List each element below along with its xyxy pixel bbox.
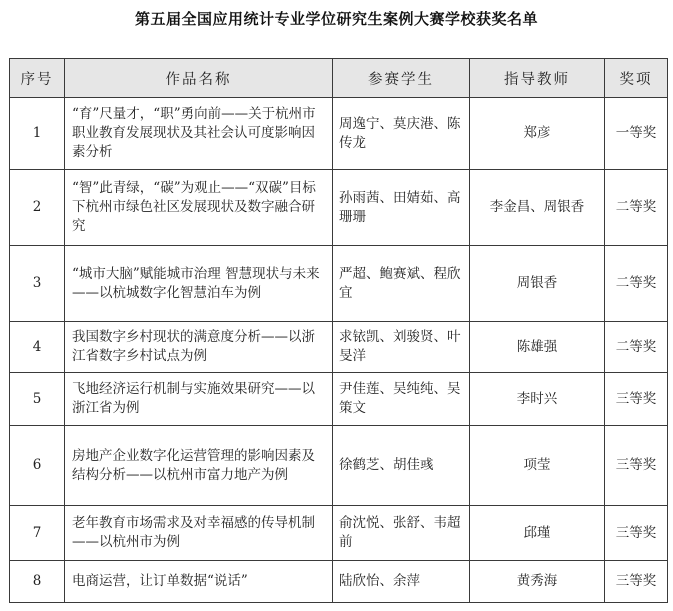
work-title: 我国数字乡村现状的满意度分析——以浙江省数字乡村试点为例	[65, 322, 333, 373]
work-title: “智”此青绿，“碳”为观止——“双碳”目标下杭州市绿色社区发展现状及数字融合研究	[65, 170, 333, 246]
students: 陆欣怡、余萍	[333, 561, 470, 603]
table-row	[10, 426, 668, 506]
row-number: 6	[10, 426, 65, 506]
table-row	[10, 170, 668, 246]
row-number: 8	[10, 561, 65, 603]
award: 三等奖	[605, 561, 668, 603]
table-row	[10, 246, 668, 322]
students: 俞沈悦、张舒、韦超前	[333, 506, 470, 561]
students: 求铱凯、刘骏贤、叶旻洋	[333, 322, 470, 373]
table-row	[10, 506, 668, 561]
row-number: 1	[10, 98, 65, 170]
advisor: 项莹	[470, 426, 605, 506]
work-title: 老年教育市场需求及对幸福感的传导机制——以杭州市为例	[65, 506, 333, 561]
advisor: 李时兴	[470, 373, 605, 426]
award: 二等奖	[605, 322, 668, 373]
work-title: 飞地经济运行机制与实施效果研究——以浙江省为例	[65, 373, 333, 426]
row-number: 7	[10, 506, 65, 561]
advisor: 李金昌、周银香	[470, 170, 605, 246]
award: 三等奖	[605, 373, 668, 426]
row-number: 3	[10, 246, 65, 322]
award: 二等奖	[605, 246, 668, 322]
award: 一等奖	[605, 98, 668, 170]
table-row	[10, 373, 668, 426]
table-row	[10, 322, 668, 373]
award: 三等奖	[605, 426, 668, 506]
row-number: 4	[10, 322, 65, 373]
work-title: 房地产企业数字化运营管理的影响因素及结构分析——以杭州市富力地产为例	[65, 426, 333, 506]
advisor: 周银香	[470, 246, 605, 322]
header-award: 奖项	[605, 59, 668, 98]
students: 周逸宁、莫庆港、陈传龙	[333, 98, 470, 170]
table-row	[10, 98, 668, 170]
table-header-row	[10, 59, 668, 98]
header-work-title: 作品名称	[65, 59, 333, 98]
students: 尹佳莲、吴纯纯、吴策文	[333, 373, 470, 426]
header-advisor: 指导教师	[470, 59, 605, 98]
students: 徐鹤芝、胡佳彧	[333, 426, 470, 506]
row-number: 2	[10, 170, 65, 246]
award: 三等奖	[605, 506, 668, 561]
advisor: 郑彦	[470, 98, 605, 170]
header-number: 序号	[10, 59, 65, 98]
page-title: 第五届全国应用统计专业学位研究生案例大赛学校获奖名单	[134, 10, 538, 28]
advisor: 邱瑾	[470, 506, 605, 561]
work-title: “育”尺量才，“职”勇向前——关于杭州市职业教育发展现状及其社会认可度影响因素分析	[65, 98, 333, 170]
advisor: 陈雄强	[470, 322, 605, 373]
header-students: 参赛学生	[333, 59, 470, 98]
work-title: “城市大脑”赋能城市治理 智慧现状与未来——以杭城数字化智慧泊车为例	[65, 246, 333, 322]
advisor: 黄秀海	[470, 561, 605, 603]
table-row	[10, 561, 668, 603]
students: 孙雨茜、田婧茹、高珊珊	[333, 170, 470, 246]
students: 严超、鲍赛斌、程欣宜	[333, 246, 470, 322]
award-table	[9, 58, 668, 603]
row-number: 5	[10, 373, 65, 426]
work-title: 电商运营，让订单数据“说话”	[65, 561, 333, 603]
award: 二等奖	[605, 170, 668, 246]
